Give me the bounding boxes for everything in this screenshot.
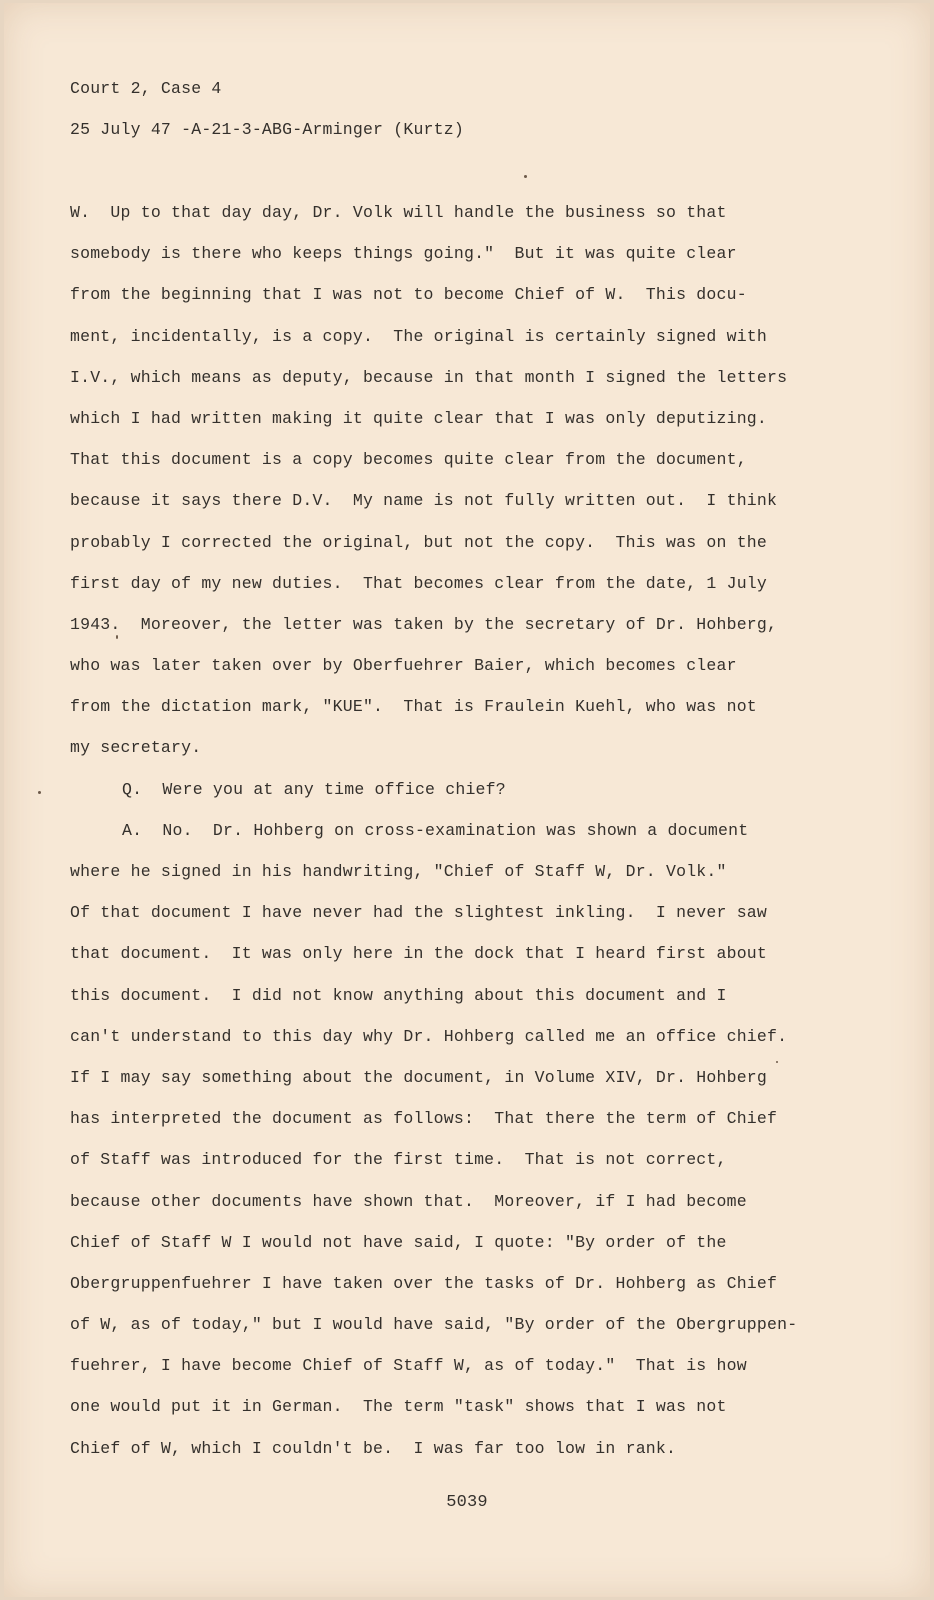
- transcript-line: from the dictation mark, "KUE". That is Fraulein Kuehl, who was not: [70, 697, 757, 717]
- transcript-line: because it says there D.V. My name is not fully written out. I think: [70, 491, 778, 511]
- transcript-line: where he signed in his handwriting, "Chief of Staff W, Dr. Volk.": [70, 862, 727, 881]
- transcript-line: Chief of Staff W I would not have said, I quote: "By order of the: [70, 1232, 727, 1252]
- transcript-line: which I had written making it quite clear that I was only deputizing.: [70, 408, 768, 428]
- paper-speck: [524, 175, 527, 178]
- transcript-line: Obergruppenfuehrer I have taken over the tasks of Dr. Hohberg as Chief: [70, 1273, 778, 1293]
- transcript-line: ment, incidentally, is a copy. The original is certainly signed with: [70, 326, 768, 346]
- document-page: [4, 3, 930, 1597]
- transcript-line: If I may say something about the document, in Volume XIV, Dr. Hohberg: [70, 1067, 768, 1087]
- transcript-line: W. Up to that day day, Dr. Volk will handle the business so that: [70, 203, 727, 222]
- transcript-line: probably I corrected the original, but not the copy. This was on the: [70, 532, 768, 552]
- transcript-line: somebody is there who keeps things going." But it was quite clear: [70, 244, 737, 264]
- transcript-line: 1943. Moreover, the letter was taken by the secretary of Dr. Hohberg,: [70, 614, 778, 634]
- transcript-line: of W, as of today," but I would have said, "By order of the Obergruppen-: [70, 1315, 798, 1335]
- transcript-line: Q. Were you at any time office chief?: [122, 779, 506, 799]
- transcript-line: fuehrer, I have become Chief of Staff W, as of today." That is how: [70, 1356, 747, 1376]
- transcript-line: one would put it in German. The term "task" shows that I was not: [70, 1397, 727, 1417]
- transcript-line: first day of my new duties. That becomes clear from the date, 1 July: [70, 573, 768, 593]
- transcript-line: can't understand to this day why Dr. Hohberg called me an office chief.: [70, 1026, 788, 1046]
- transcript-line: my secretary.: [70, 738, 202, 758]
- transcript-line: that document. It was only here in the dock that I heard first about: [70, 944, 768, 964]
- transcript-line: of Staff was introduced for the first time. That is not correct,: [70, 1150, 727, 1170]
- transcript-body: [70, 201, 830, 1478]
- transcript-line: That this document is a copy becomes quite clear from the document,: [70, 450, 747, 470]
- transcript-line: this document. I did not know anything about this document and I: [70, 985, 727, 1005]
- transcript-line: because other documents have shown that. Moreover, if I had become: [70, 1191, 747, 1211]
- transcript-line: who was later taken over by Oberfuehrer Baier, which becomes clear: [70, 656, 737, 676]
- paper-speck: [776, 1061, 778, 1063]
- transcript-line: A. No. Dr. Hohberg on cross-examination was shown a document: [122, 820, 749, 840]
- transcript-line: has interpreted the document as follows: That there the term of Chief: [70, 1109, 778, 1129]
- transcript-line: from the beginning that I was not to become Chief of W. This docu-: [70, 285, 747, 305]
- transcript-line: I.V., which means as deputy, because in that month I signed the letters: [70, 367, 788, 387]
- reference-header: 25 July 47 -A-21-3-ABG-Arminger (Kurtz): [70, 120, 464, 139]
- paper-speck: [116, 635, 118, 639]
- transcript-line: Chief of W, which I couldn't be. I was far too low in rank.: [70, 1438, 677, 1458]
- court-case-header: Court 2, Case 4: [70, 79, 222, 98]
- transcript-line: Of that document I have never had the slightest inkling. I never saw: [70, 903, 768, 923]
- page-number: 5039: [446, 1493, 488, 1512]
- paper-speck: [38, 791, 41, 794]
